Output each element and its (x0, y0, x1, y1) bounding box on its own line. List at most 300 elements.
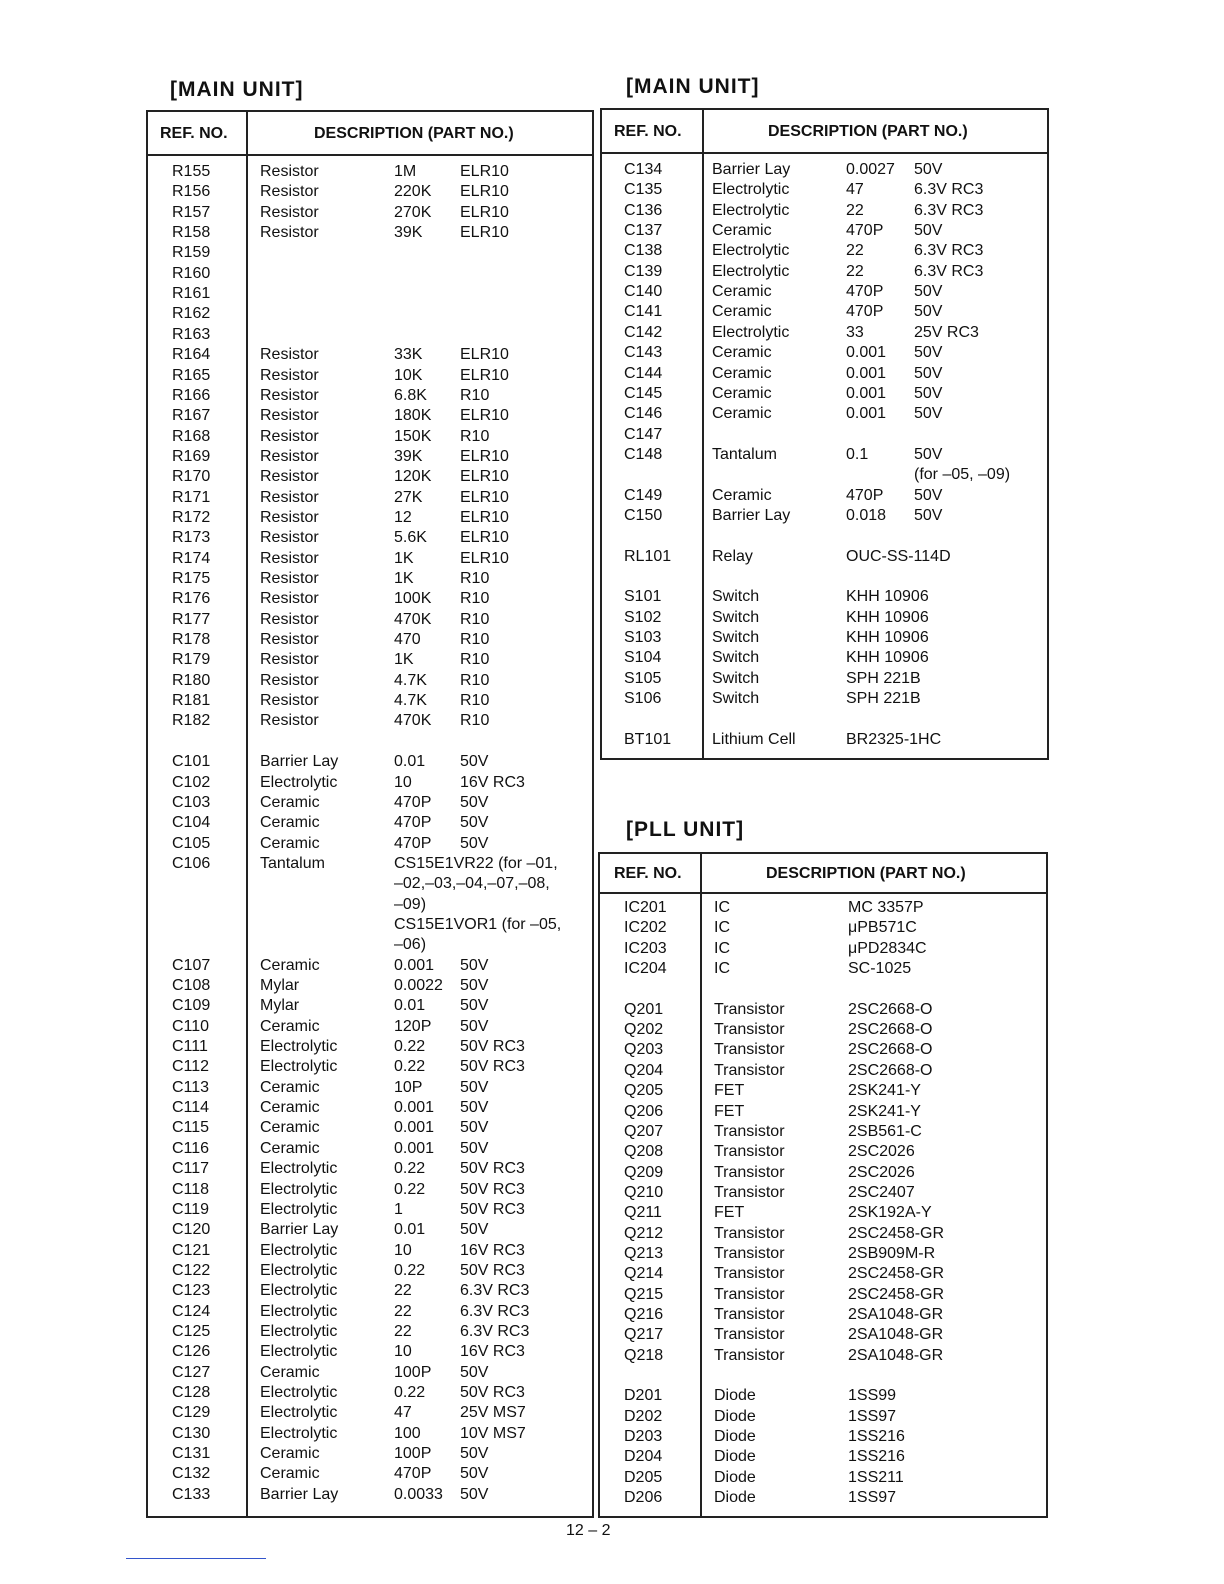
table-row (602, 425, 1047, 445)
value: 120K (394, 468, 432, 486)
ref-no: C126 (172, 1343, 211, 1361)
rating: 10V MS7 (460, 1424, 526, 1442)
table-row (602, 730, 1047, 750)
ref-no: R155 (172, 163, 211, 180)
ref-no: C104 (172, 814, 211, 832)
description: Electrolytic (712, 201, 790, 219)
description: Resistor (260, 346, 319, 364)
description: Switch (712, 588, 760, 606)
description: Electrolytic (260, 1160, 338, 1178)
description: Ceramic (712, 222, 772, 240)
value: 22 (394, 1322, 412, 1340)
ref-no: Q214 (624, 1265, 664, 1283)
description: Transistor (714, 1326, 785, 1344)
value: 470K (394, 712, 432, 730)
ref-no: C123 (172, 1282, 211, 1300)
rating: 50V (460, 834, 489, 852)
ref-no: R172 (172, 508, 211, 526)
ref-no: R156 (172, 183, 211, 201)
description: Electrolytic (260, 1424, 338, 1442)
description: Resistor (260, 427, 319, 445)
value: 2SC2668-O (848, 1061, 933, 1079)
value: 2SA1048-GR (848, 1346, 944, 1364)
description: Diode (714, 1387, 756, 1405)
ref-no: C103 (172, 793, 211, 811)
table-row (148, 304, 592, 324)
ref-no: Q217 (624, 1326, 664, 1344)
rating: ELR10 (460, 508, 509, 526)
description: Ceramic (712, 486, 772, 504)
description: Ceramic (260, 814, 320, 832)
value: 2SC2407 (848, 1183, 915, 1201)
description: Diode (714, 1407, 756, 1425)
rating: 6.3V RC3 (460, 1322, 530, 1340)
value: CS15E1VOR1 (for –05, (394, 915, 562, 933)
description: Resistor (260, 488, 319, 506)
value: 2SB909M-R (848, 1244, 936, 1262)
rating: 50V (460, 1363, 489, 1381)
value: 10 (394, 1343, 412, 1361)
description: Ceramic (260, 1099, 320, 1117)
table-row (602, 506, 1047, 526)
ref-no: S106 (624, 690, 662, 708)
rating: 6.3V RC3 (460, 1302, 530, 1320)
table-row (148, 488, 592, 508)
value: 2SA1048-GR (848, 1306, 944, 1323)
ref-no: C139 (624, 262, 663, 280)
rating: 50V (460, 1221, 489, 1239)
description: Electrolytic (260, 1384, 338, 1401)
rating: 50V (460, 1099, 489, 1117)
table-row (602, 628, 1047, 648)
rating: 16V RC3 (460, 773, 525, 791)
value: 10 (394, 773, 412, 791)
ref-no: IC203 (624, 939, 667, 957)
description: Relay (712, 547, 753, 565)
table-row (600, 1142, 1046, 1162)
ref-no: C127 (172, 1363, 211, 1381)
table-row (148, 406, 592, 426)
description: Switch (712, 608, 760, 626)
value: 0.001 (846, 344, 887, 362)
ref-no: R160 (172, 264, 211, 282)
table-row (148, 508, 592, 528)
table-row (148, 996, 592, 1016)
description: Tantalum (260, 854, 325, 872)
rating: 50V RC3 (460, 1384, 525, 1401)
value: 2SC2668-O (848, 1000, 933, 1018)
table-row (600, 1447, 1046, 1467)
rating: R10 (460, 631, 490, 649)
rating: 6.3V RC3 (460, 1282, 530, 1300)
description: Transistor (714, 1122, 785, 1140)
ref-no: Q212 (624, 1224, 664, 1242)
description: Transistor (714, 1265, 785, 1283)
rating: 6.3V RC3 (914, 181, 984, 199)
table-row (148, 345, 592, 365)
table-row (148, 834, 592, 854)
table-row (602, 648, 1047, 668)
table-row (600, 1102, 1046, 1122)
ref-no: D203 (624, 1428, 663, 1446)
table-row (600, 1224, 1046, 1244)
table-row (602, 221, 1047, 241)
description: Barrier Lay (260, 1221, 339, 1239)
description: Electrolytic (260, 1404, 338, 1422)
table-row (602, 669, 1047, 689)
description: Ceramic (260, 793, 320, 811)
rating: 50V (460, 1445, 489, 1463)
ref-no: IC201 (624, 899, 667, 916)
value: 470P (394, 834, 432, 852)
rating: ELR10 (460, 468, 509, 486)
value: SC-1025 (848, 960, 912, 978)
description: Ceramic (260, 1119, 320, 1137)
ref-no: IC204 (624, 960, 667, 978)
ref-no: C105 (172, 834, 211, 852)
rating: ELR10 (460, 224, 509, 242)
value: 120P (394, 1017, 432, 1035)
value: 1M (394, 163, 417, 180)
value: 0.018 (846, 506, 887, 524)
value: 1K (394, 549, 414, 567)
description: Resistor (260, 407, 319, 425)
ref-no: Q216 (624, 1306, 664, 1323)
description: Resistor (260, 224, 319, 242)
table-row (148, 1485, 592, 1505)
description: Resistor (260, 570, 319, 587)
right-bottom-table-header (600, 854, 1046, 894)
table-row (600, 1264, 1046, 1284)
value: 470P (846, 486, 884, 504)
value: 100P (394, 1445, 432, 1463)
description: IC (714, 939, 730, 957)
description: Resistor (260, 508, 319, 526)
rating: 50V (914, 405, 943, 423)
value: 100K (394, 590, 432, 608)
table-row (148, 630, 592, 650)
value: 27K (394, 488, 423, 506)
rating: R10 (460, 590, 490, 608)
table-row (148, 915, 592, 935)
ref-no: D204 (624, 1448, 663, 1466)
table-row (148, 752, 592, 772)
left-table-body (148, 162, 592, 1516)
table-row (602, 282, 1047, 302)
rating: 50V (914, 222, 943, 240)
description: Resistor (260, 590, 319, 608)
ref-no: C112 (172, 1058, 210, 1076)
ref-no: R174 (172, 549, 211, 567)
rating: ELR10 (460, 407, 509, 425)
value: 1SS97 (848, 1407, 897, 1425)
ref-no: R168 (172, 427, 211, 445)
table-row (600, 1020, 1046, 1040)
ref-no: D201 (624, 1387, 663, 1405)
value: 0.001 (394, 956, 435, 974)
ref-no: C130 (172, 1424, 211, 1442)
ref-no: D206 (624, 1489, 663, 1507)
ref-no: S104 (624, 649, 662, 667)
table-row (148, 650, 592, 670)
ref-no: Q211 (624, 1204, 662, 1222)
value: 39K (394, 447, 423, 465)
table-row (148, 162, 592, 182)
rating: 50V RC3 (460, 1200, 525, 1218)
description: Electrolytic (260, 1058, 338, 1076)
ref-no: C133 (172, 1485, 211, 1503)
description: Diode (714, 1448, 756, 1466)
rating: 50V (460, 1017, 489, 1035)
rating: 6.3V RC3 (914, 201, 984, 219)
ref-no: C143 (624, 344, 663, 362)
value: 0.001 (846, 384, 887, 402)
description: Ceramic (260, 1465, 320, 1483)
description: Diode (714, 1428, 756, 1446)
description: IC (714, 899, 730, 916)
table-row (148, 1444, 592, 1464)
table-row (600, 1386, 1046, 1406)
rating: (for –05, –09) (914, 466, 1011, 484)
description: Resistor (260, 386, 319, 404)
rating: 16V RC3 (460, 1343, 525, 1361)
rating: 50V (460, 793, 489, 811)
table-row (148, 874, 592, 894)
table-row (602, 364, 1047, 384)
value: 470P (394, 793, 432, 811)
rating: 50V (460, 814, 489, 832)
value: 150K (394, 427, 432, 445)
value: 22 (846, 242, 864, 260)
rating: R10 (460, 427, 490, 445)
ref-no: Q203 (624, 1041, 664, 1059)
description: Resistor (260, 610, 319, 628)
table-row (148, 1220, 592, 1240)
rating: 50V (914, 384, 943, 402)
value: 2SK241-Y (848, 1082, 921, 1100)
description: Transistor (714, 1143, 785, 1161)
table-row (148, 1200, 592, 1220)
table-row (602, 262, 1047, 282)
table-row (148, 467, 592, 487)
ref-no: C141 (624, 303, 663, 321)
description: Resistor (260, 529, 319, 547)
value: 2SC2668-O (848, 1021, 933, 1039)
table-row (602, 404, 1047, 424)
value: 0.01 (394, 997, 426, 1015)
description: Transistor (714, 1244, 785, 1262)
ref-no: C132 (172, 1465, 211, 1483)
description: Mylar (260, 997, 300, 1015)
description: FET (714, 1204, 745, 1222)
value: 22 (846, 262, 864, 280)
table-row (148, 773, 592, 793)
right-top-table-body (602, 160, 1047, 758)
table-row (148, 325, 592, 345)
description: Diode (714, 1489, 756, 1507)
description: Resistor (260, 549, 319, 567)
ref-no: C140 (624, 283, 663, 301)
rating: 6.3V RC3 (914, 262, 984, 280)
ref-no: R169 (172, 447, 211, 465)
value: 0.001 (394, 1139, 435, 1157)
description: Switch (712, 669, 760, 687)
table-row (148, 1363, 592, 1383)
ref-no: R158 (172, 224, 211, 242)
ref-no: R173 (172, 529, 211, 547)
value: 470 (394, 631, 421, 649)
rating: 50V (914, 303, 943, 321)
table-row (148, 243, 592, 263)
value: 0.001 (394, 1099, 435, 1117)
ref-no: D205 (624, 1468, 663, 1486)
ref-no: Q201 (624, 1000, 664, 1018)
description: Transistor (714, 1306, 785, 1323)
value: KHH 10906 (846, 649, 929, 667)
description: Electrolytic (260, 1261, 338, 1279)
value: 33 (846, 323, 864, 341)
value: 2SK192A-Y (848, 1204, 932, 1222)
table-row (600, 1081, 1046, 1101)
value: 2SC2026 (848, 1163, 915, 1181)
ref-no: C121 (172, 1241, 211, 1259)
table-row (600, 918, 1046, 938)
table-row (148, 854, 592, 874)
description: Resistor (260, 671, 319, 689)
description: Ceramic (712, 303, 772, 321)
rating: 50V (914, 161, 943, 178)
value: 270K (394, 203, 432, 221)
rating: 16V RC3 (460, 1241, 525, 1259)
rating: R10 (460, 671, 490, 689)
ref-no: Q204 (624, 1061, 664, 1079)
value: 2SC2458-GR (848, 1265, 945, 1283)
rating: 50V (460, 1078, 489, 1096)
table-row (148, 1281, 592, 1301)
table-row (602, 343, 1047, 363)
table-row (148, 691, 592, 711)
rating: 50V (460, 753, 489, 771)
table-row (148, 182, 592, 202)
table-row (602, 445, 1047, 465)
value: 0.22 (394, 1384, 426, 1401)
table-row (148, 1424, 592, 1444)
ref-no: S103 (624, 629, 662, 647)
ref-no: C150 (624, 506, 663, 524)
description: Ceramic (260, 1445, 320, 1463)
table-row (600, 1305, 1046, 1325)
table-row (148, 732, 592, 752)
table-row (602, 241, 1047, 261)
ref-no: C106 (172, 854, 211, 872)
description: Electrolytic (260, 773, 338, 791)
ref-no: C124 (172, 1302, 211, 1320)
description: Switch (712, 649, 760, 667)
value: KHH 10906 (846, 588, 929, 606)
ref-no: Q218 (624, 1346, 664, 1364)
description: Electrolytic (260, 1343, 338, 1361)
page-number: 12 – 2 (566, 1522, 611, 1539)
value: 2SC2458-GR (848, 1224, 945, 1242)
table-row (148, 264, 592, 284)
value: 0.22 (394, 1261, 426, 1279)
description: Electrolytic (260, 1038, 338, 1056)
table-row (600, 1366, 1046, 1386)
value: –02,–03,–04,–07,–08, (394, 875, 550, 893)
description: IC (714, 960, 730, 978)
table-row (600, 1285, 1046, 1305)
value: 2SC2026 (848, 1143, 915, 1161)
table-row (148, 589, 592, 609)
description: Ceramic (712, 364, 772, 382)
description: Resistor (260, 163, 319, 180)
description: Transistor (714, 1041, 785, 1059)
table-row (600, 1488, 1046, 1508)
rating: 50V RC3 (460, 1058, 525, 1076)
description: Electrolytic (712, 262, 790, 280)
rating: 50V RC3 (460, 1261, 525, 1279)
value: 0.22 (394, 1038, 426, 1056)
ref-no: C129 (172, 1404, 211, 1422)
description: Ceramic (260, 956, 320, 974)
value: 0.0022 (394, 977, 443, 994)
table-row (148, 1322, 592, 1342)
ref-no: Q206 (624, 1102, 664, 1120)
ref-no: C138 (624, 242, 663, 260)
ref-no: R171 (172, 488, 211, 506)
rating: 50V (914, 364, 943, 382)
table-row (148, 1159, 592, 1179)
table-row (148, 223, 592, 243)
description: Switch (712, 629, 760, 647)
table-row (148, 976, 592, 996)
rating: ELR10 (460, 366, 509, 384)
ref-no: Q205 (624, 1082, 664, 1100)
rating: 25V RC3 (914, 323, 979, 341)
left-ref-header: REF. NO. (160, 125, 228, 142)
table-row (148, 1037, 592, 1057)
description: Transistor (714, 1163, 785, 1181)
description: Ceramic (260, 1363, 320, 1381)
description: Electrolytic (260, 1302, 338, 1320)
ref-no: R164 (172, 346, 211, 364)
value: 2SK241-Y (848, 1102, 921, 1120)
value: 47 (846, 181, 864, 199)
rating: 6.3V RC3 (914, 242, 984, 260)
description: Ceramic (712, 283, 772, 301)
value: 100 (394, 1424, 421, 1442)
description: Electrolytic (260, 1241, 338, 1259)
rating: ELR10 (460, 163, 509, 180)
rating: 50V RC3 (460, 1180, 525, 1198)
ref-no: S105 (624, 669, 662, 687)
ref-no: Q210 (624, 1183, 664, 1201)
description: Transistor (714, 1183, 785, 1201)
value: 0.001 (846, 364, 887, 382)
rating: 50V (460, 1465, 489, 1483)
rating: 50V RC3 (460, 1160, 525, 1178)
ref-no: C149 (624, 486, 663, 504)
description: Electrolytic (712, 323, 790, 341)
value: 180K (394, 407, 432, 425)
rating: 50V (460, 1485, 489, 1503)
rating: 25V MS7 (460, 1404, 526, 1422)
table-row (602, 547, 1047, 567)
table-row (148, 1464, 592, 1484)
table-row (148, 447, 592, 467)
value: 470P (394, 1465, 432, 1483)
value: –09) (394, 895, 427, 913)
